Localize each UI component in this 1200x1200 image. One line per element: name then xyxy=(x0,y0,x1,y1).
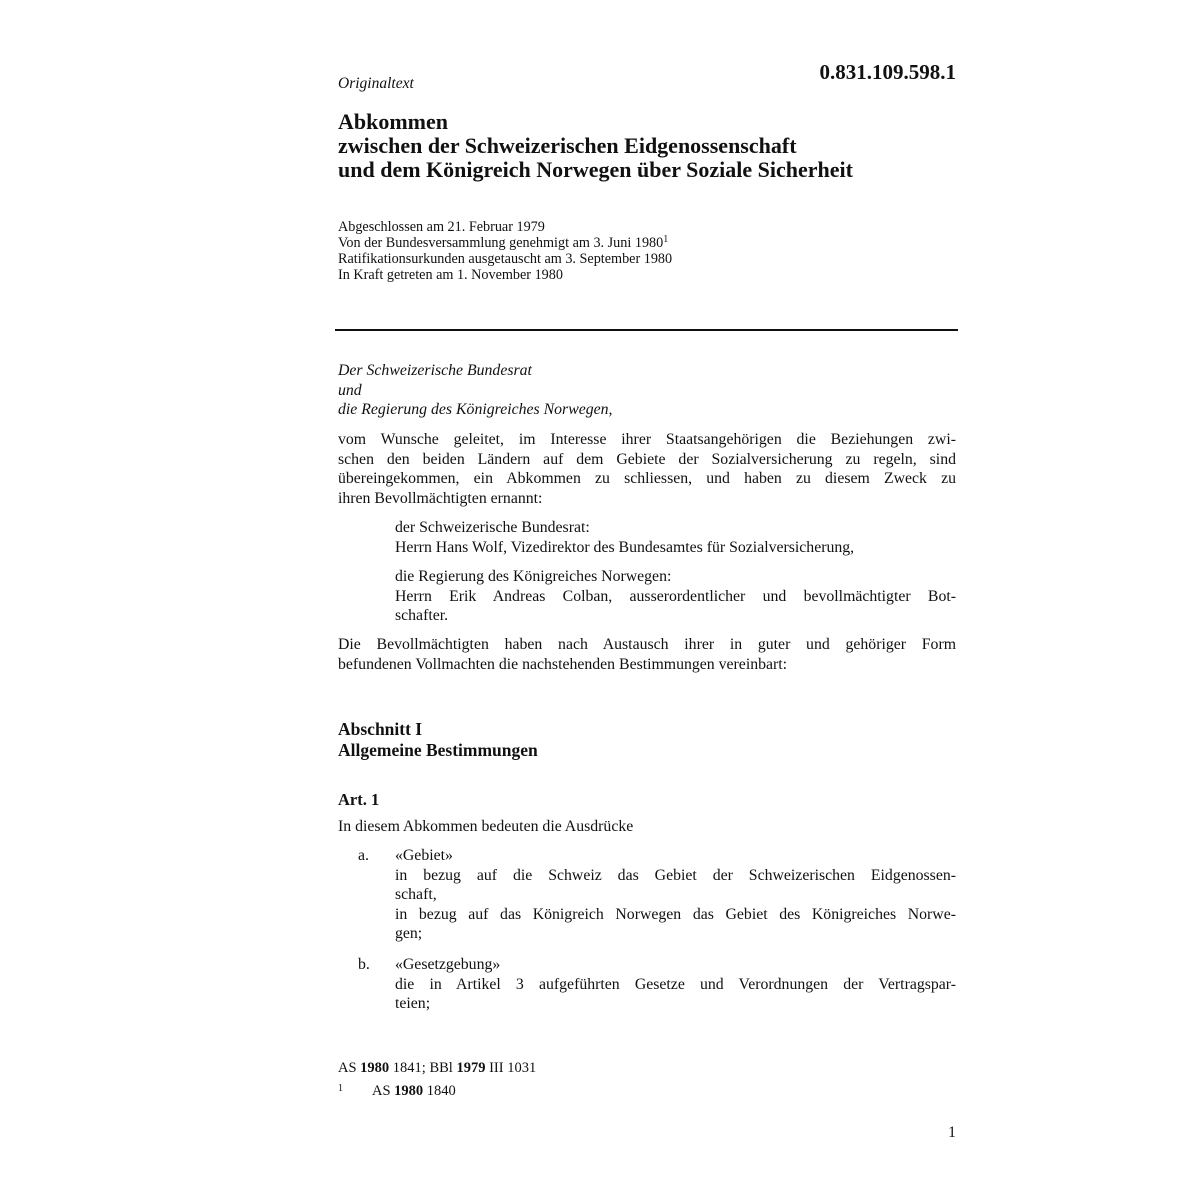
document-title xyxy=(338,110,968,182)
footnote-1-suffix: 1840 xyxy=(423,1083,456,1099)
section-number: Abschnitt I xyxy=(338,719,423,739)
article-1-item-a-line-1: in bezug auf die Schweiz das Gebiet der Schweizerischen Eidgenossen- xyxy=(395,866,956,884)
document-metadata xyxy=(338,219,958,283)
article-1-item-a-line-3: in bezug auf das Königreich Norwegen das Gebiet des Königreiches Norwe- xyxy=(395,905,956,923)
article-1-item-b-line-2: teien; xyxy=(395,995,431,1013)
article-1-item-a xyxy=(395,846,956,944)
title-line-2: zwischen der Schweizerischen Eidgenossenschaft xyxy=(338,133,797,158)
horizontal-rule xyxy=(335,329,958,331)
title-line-1: Abkommen xyxy=(338,109,449,134)
article-1-item-a-letter: a. xyxy=(358,847,369,864)
meta-in-force: In Kraft getreten am 1. November 1980 xyxy=(338,267,563,283)
article-1-item-a-line-2: schaft, xyxy=(395,886,437,904)
source-bold-1: 1980 xyxy=(360,1060,390,1076)
plenipotentiary-2 xyxy=(395,567,956,626)
preamble-parties xyxy=(338,361,956,420)
plenipotentiary-2-line-1: Herrn Erik Andreas Colban, ausserordentlicher und bevollmächtigter Bot- xyxy=(395,587,956,605)
preamble-and: und xyxy=(338,381,362,399)
article-1-item-b-line-1: die in Artikel 3 aufgeführten Gesetze und Verordnungen der Vertragspar- xyxy=(395,975,956,993)
footnote-1-mark: 1 xyxy=(338,1083,343,1094)
meta-ratification: Ratifikationsurkunden ausgetauscht am 3. September 1980 xyxy=(338,251,673,267)
article-1-item-b xyxy=(395,955,956,1014)
meta-approved: Von der Bundesversammlung genehmigt am 3. Juni 1980 xyxy=(338,235,664,251)
preamble-wish-line-3: übereingekommen, ein Abkommen zu schliessen, und haben zu diesem Zweck zu xyxy=(338,470,956,488)
footnote-1 xyxy=(338,1080,456,1100)
page-number: 1 xyxy=(948,1124,956,1141)
plenipotentiary-1 xyxy=(395,518,956,557)
footnote-1-bold: 1980 xyxy=(394,1083,424,1099)
preamble-wish-line-2: schen den beiden Ländern auf dem Gebiete der Sozialversicherung zu regeln, sind xyxy=(338,450,956,468)
meta-concluded: Abgeschlossen am 21. Februar 1979 xyxy=(338,219,545,235)
article-1-item-b-letter: b. xyxy=(358,956,370,973)
article-1-item-a-term: «Gebiet» xyxy=(395,847,453,864)
article-1-item-b-term: «Gesetzgebung» xyxy=(395,956,501,973)
source-prefix-1: AS xyxy=(338,1060,361,1076)
preamble-wish-line-4: ihren Bevollmächtigten ernannt: xyxy=(338,489,543,507)
title-line-3: und dem Königreich Norwegen über Soziale Sicherheit xyxy=(338,157,853,182)
plenipotentiary-2-role: die Regierung des Königreiches Norwegen: xyxy=(395,568,672,585)
article-1-intro: In diesem Abkommen bedeuten die Ausdrücke xyxy=(338,818,634,835)
source-mid: 1841; BBl xyxy=(389,1060,457,1076)
source-suffix: III 1031 xyxy=(485,1060,537,1076)
footnote-1-prefix: AS xyxy=(372,1083,395,1099)
preamble-wish-line-1: vom Wunsche geleitet, im Interesse ihrer Staatsangehörigen die Beziehungen zwi- xyxy=(338,431,956,448)
preamble-party-1: Der Schweizerische Bundesrat xyxy=(338,362,532,379)
article-1-item-a-line-4: gen; xyxy=(395,925,423,943)
plenipotentiary-2-line-2: schafter. xyxy=(395,607,449,625)
preamble-closing-line-1: Die Bevollmächtigten haben nach Austausch ihrer in guter und gehöriger Form xyxy=(338,636,956,653)
meta-approved-line xyxy=(338,235,958,251)
plenipotentiary-1-role: der Schweizerische Bundesrat: xyxy=(395,519,590,536)
preamble-closing-line-2: befundenen Vollmachten die nachstehenden Bestimmungen vereinbart: xyxy=(338,655,788,673)
preamble-party-2: die Regierung des Königreiches Norwegen, xyxy=(338,401,613,419)
plenipotentiary-1-name: Herrn Hans Wolf, Vizedirektor des Bundesamtes für Sozialversicherung, xyxy=(395,538,855,556)
preamble-closing-paragraph xyxy=(338,635,956,674)
footnote-ref-1: 1 xyxy=(663,234,669,245)
sr-number: 0.831.109.598.1 xyxy=(819,60,956,84)
source-reference xyxy=(338,1059,536,1077)
article-1-heading: Art. 1 xyxy=(338,790,380,809)
originaltext-label: Originaltext xyxy=(338,75,414,92)
section-title: Allgemeine Bestimmungen xyxy=(338,740,538,760)
preamble-wish-paragraph xyxy=(338,430,956,508)
source-bold-2: 1979 xyxy=(456,1060,486,1076)
